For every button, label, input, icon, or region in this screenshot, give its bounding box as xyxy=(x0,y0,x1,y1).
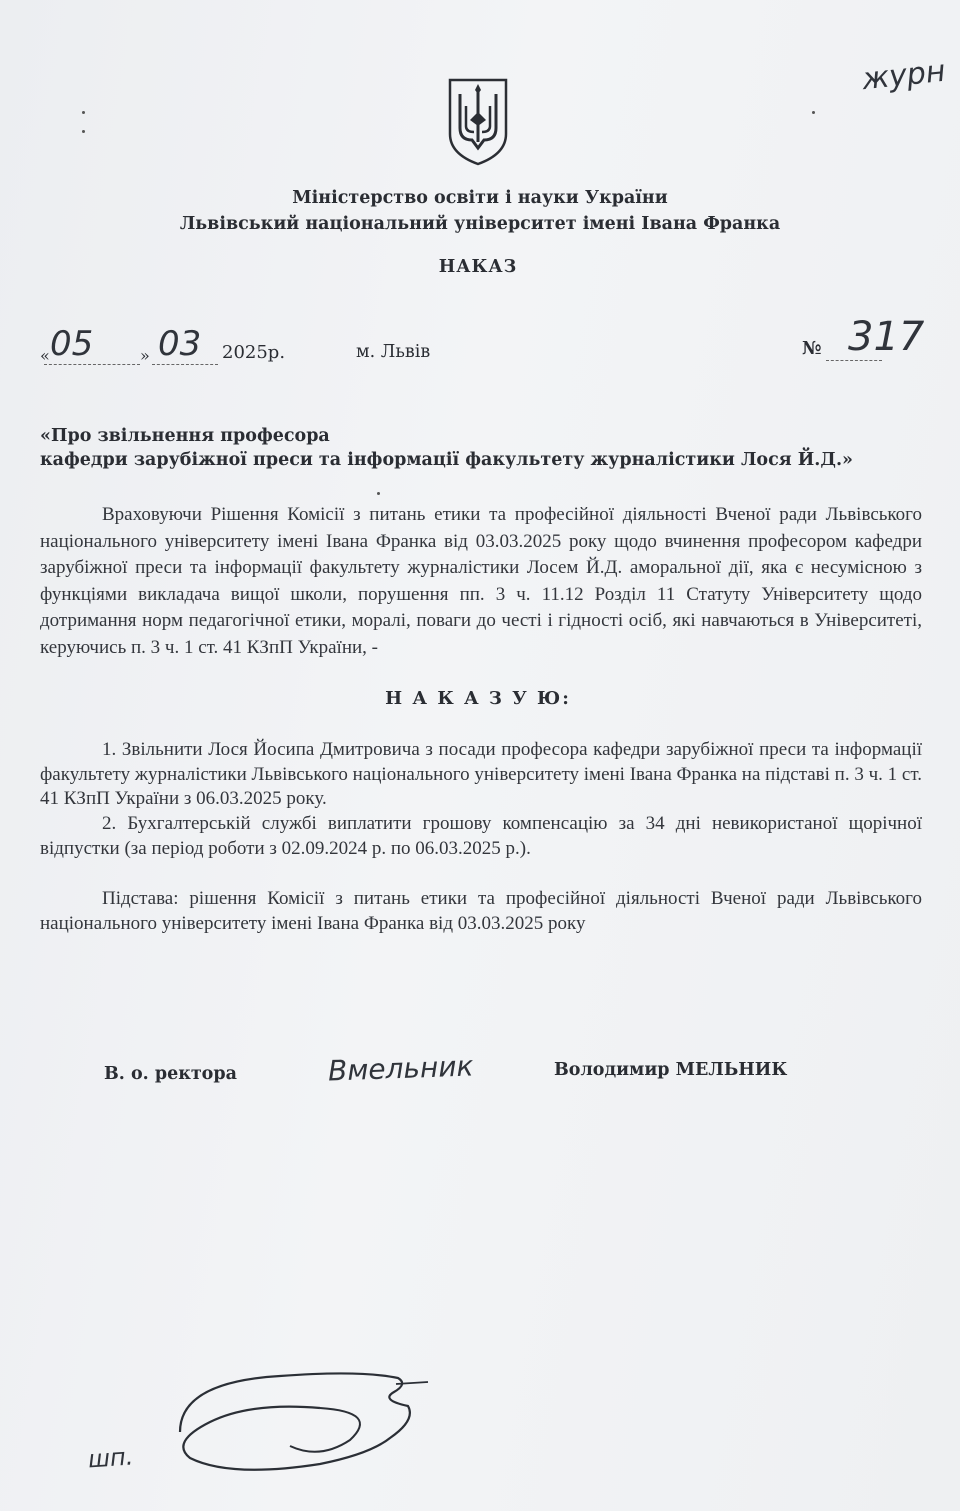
date-year: 2025р. xyxy=(222,342,286,363)
date-quote-open: « xyxy=(40,346,50,365)
subject-line-2: кафедри зарубіжної преси та інформації факультету журналістики Лося Й.Д.» xyxy=(40,450,853,470)
order-item-2: 2. Бухгалтерській службі виплатити грошову компенсацію за 34 дні невикористаної щорічної відпустки (за період роботи з 02.09.2024 р. по 06.03.2025 р.). xyxy=(40,813,922,859)
date-quote-close: » xyxy=(140,346,150,365)
speck xyxy=(82,130,85,133)
document-type: НАКАЗ xyxy=(438,257,518,277)
order-item-1: 1. Звільнити Лося Йосипа Дмитровича з посади професора кафедри зарубіжної преси та інформації факультету журналістики Львівського національного університету імені Івана Франка на підставі п. 3 ч. 1 ст. 41 КЗпП України з 06.03.2025 року. xyxy=(40,739,922,809)
number-underline xyxy=(826,360,882,361)
speck xyxy=(812,111,815,114)
signer-role: В. о. ректора xyxy=(104,1064,237,1084)
footer-note: шп. xyxy=(87,1442,135,1474)
university-title: Львівський національний університет імені Івана Франка xyxy=(179,214,781,234)
corner-note: журн xyxy=(860,53,948,98)
subject-line-1: «Про звільнення професора xyxy=(40,426,330,446)
coat-of-arms-icon xyxy=(446,76,510,166)
signature-handwritten: Вмельник xyxy=(327,1049,474,1088)
month-underline-left xyxy=(152,364,218,365)
ink-scribble-mark xyxy=(170,1362,430,1482)
preamble-paragraph: Враховуючи Рішення Комісії з питань етики та професійної діяльності Вченої ради Львівського національного університету імені Івана Франка від 03.03.2025 року щодо вчинення професором кафедри зарубіжної преси та інформації факультету журналістики Лосем Й.Д. аморальної дії, яка є несумісною з функціями викладача вищої школи, порушення пп. 3 ч. 11.12 Розділ 11 Статуту Університету щодо дотримання норм педагогічної етики, моралі, поваги до честі і гідності осіб, які навчаються в Університеті, керуючись п. 3 ч. 1 ст. 41 КЗпП України, - xyxy=(40,504,922,658)
speck xyxy=(82,111,85,114)
date-line xyxy=(40,314,940,372)
order-heading: Н А К А З У Ю: xyxy=(385,688,571,709)
basis-paragraph: Підстава: рішення Комісії з питань етики та професійної діяльності Вченої ради Львівського національного університету імені Івана Франка від 03.03.2025 року xyxy=(40,888,922,934)
ministry-title: Міністерство освіти і науки України xyxy=(292,188,668,208)
day-underline xyxy=(44,364,140,365)
signer-name: Володимир МЕЛЬНИК xyxy=(554,1060,788,1080)
date-month: 03 xyxy=(158,324,202,364)
speck xyxy=(377,492,380,495)
number-label: № xyxy=(802,338,822,359)
date-day: 05 xyxy=(50,324,94,364)
city: м. Львів xyxy=(356,342,431,362)
order-number: 317 xyxy=(848,314,925,360)
